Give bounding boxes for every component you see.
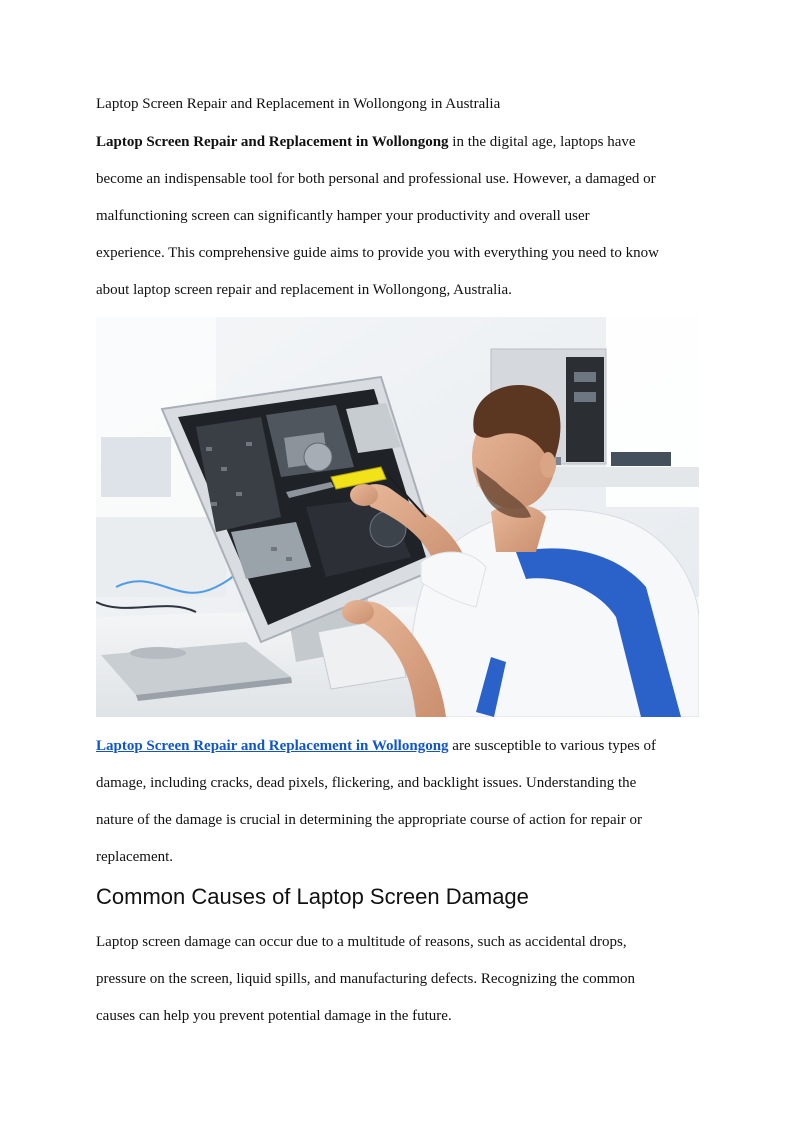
damage-line-2: damage, including cracks, dead pixels, flickering, and backlight issues. Understanding the xyxy=(96,775,637,791)
causes-line-3: causes can help you prevent potential damage in the future. xyxy=(96,1008,452,1024)
intro-bold-lead: Laptop Screen Repair and Replacement in Wollongong xyxy=(96,134,449,150)
intro-line-1 xyxy=(96,124,699,161)
intro-line-5: about laptop screen repair and replacement in Wollongong, Australia. xyxy=(96,282,512,298)
laptop-screen-repair-link[interactable]: Laptop Screen Repair and Replacement in Wollongong xyxy=(96,738,449,754)
damage-line-3: nature of the damage is crucial in determining the appropriate course of action for repair or xyxy=(96,812,643,828)
intro-line-3: malfunctioning screen can significantly hamper your productivity and overall user xyxy=(96,208,590,224)
section-heading: Common Causes of Laptop Screen Damage xyxy=(96,884,529,909)
damage-line-4: replacement. xyxy=(96,849,174,865)
damage-line-1 xyxy=(96,728,699,765)
intro-line-4: experience. This comprehensive guide aims to provide you with everything you need to know xyxy=(96,245,659,261)
technician-photo xyxy=(96,317,699,717)
damage-line-1-rest: are susceptible to various types of xyxy=(448,738,656,754)
causes-line-1: Laptop screen damage can occur due to a multitude of reasons, such as accidental drops, xyxy=(96,934,627,950)
document-title-line: Laptop Screen Repair and Replacement in Wollongong in Australia xyxy=(96,96,501,112)
causes-paragraph xyxy=(96,924,699,1035)
intro-line-2: become an indispensable tool for both personal and professional use. However, a damaged or xyxy=(96,171,656,187)
damage-paragraph xyxy=(96,728,699,876)
intro-paragraph xyxy=(96,124,699,309)
intro-line-1-rest: in the digital age, laptops have xyxy=(448,134,636,150)
causes-line-2: pressure on the screen, liquid spills, and manufacturing defects. Recognizing the common xyxy=(96,971,636,987)
